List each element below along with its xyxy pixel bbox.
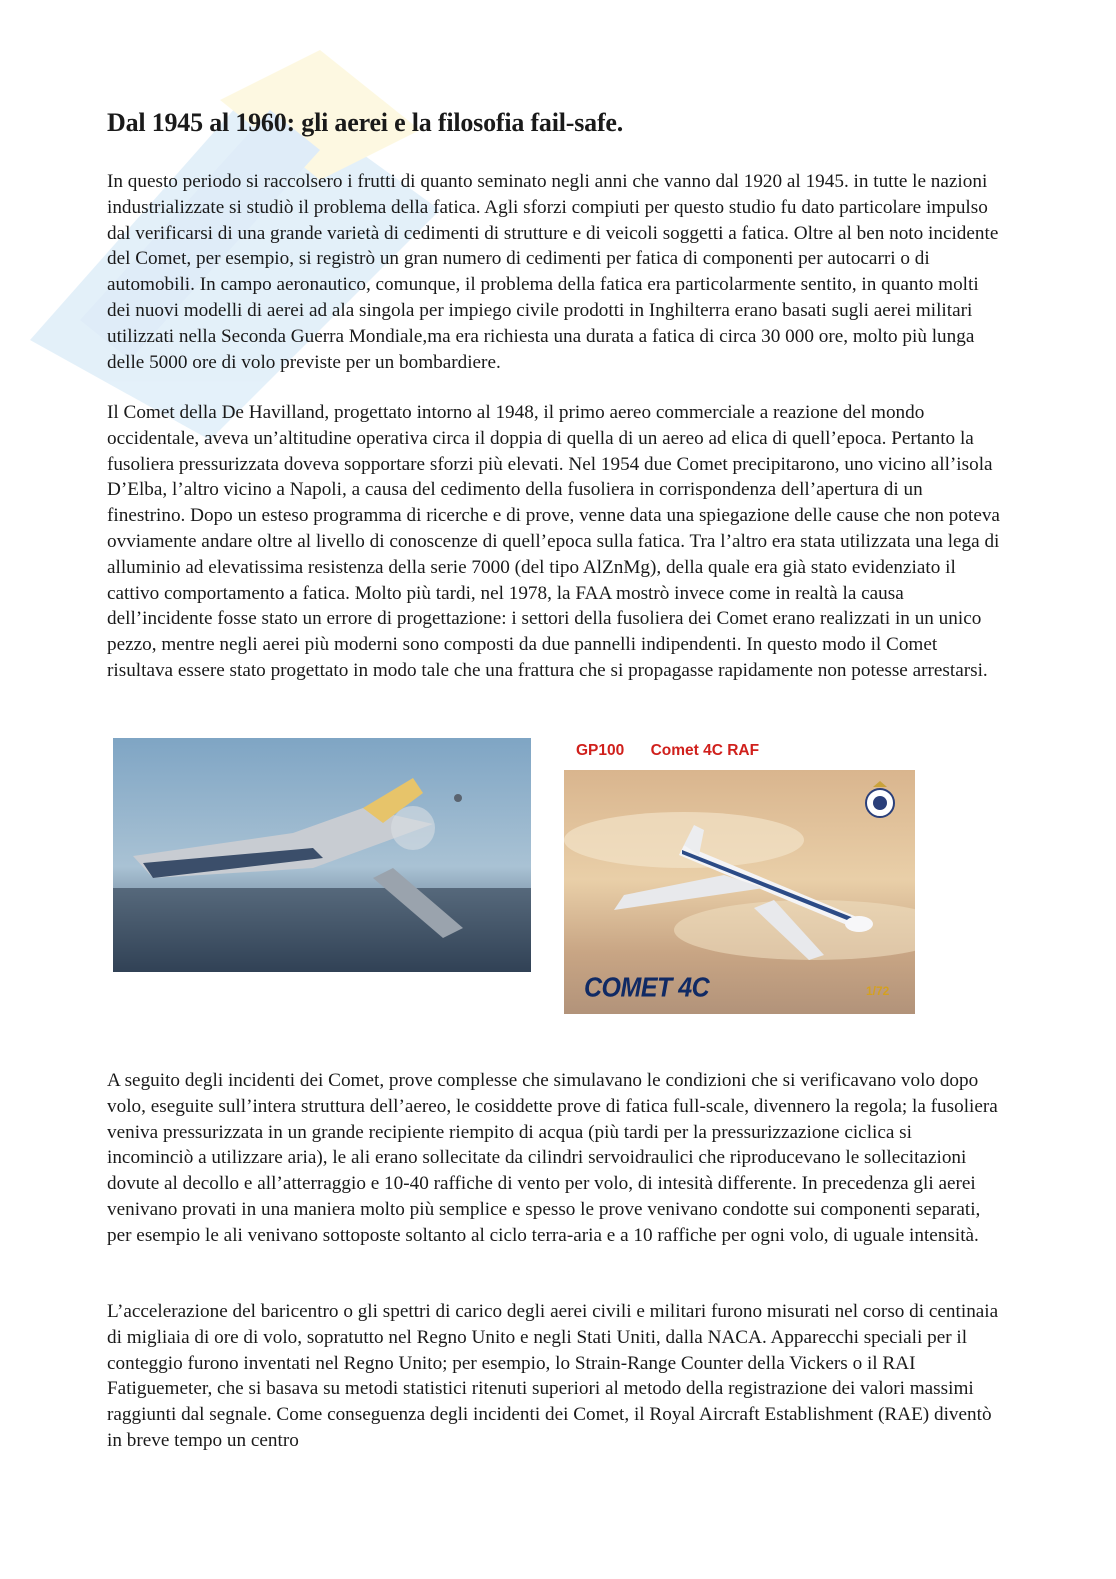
paragraph-comet: Il Comet della De Havilland, progettato intorno al 1948, il primo aereo commerciale a reazione del mondo occidentale, aveva un’altitudine operativa circa il doppia di quella di un aereo ad elica di quell’epoca. Pertanto la fusoliera pressurizzata doveva sopportare sforzi più elevati. Nel 1954 due Comet precipitarono, uno vicino all’isola D’Elba, l’altro vicino a Napoli, a causa del cedimento della fusoliera in corrispondenza dell’apertura di un finestrino. Dopo un esteso programma di ricerche e di prove, venne data una spiegazione delle cause che non poteva ovviamente andare oltre al livello di conoscenze di quell’epoca sulla fatica. Tra l’altro era stata utilizzata una lega di alluminio ad elevatissima resistenza della serie 7000 (del tipo AlZnMg), della quale era già stato evidenziato il cattivo comportamento a fatica. Molto più tardi, nel 1978, la FAA mostrò invece come in realtà la causa dell’incidente fosse stato un errore di progettazione: i settori della fusoliera dei Comet erano realizzati in un unico pezzo, mentre negli aerei più moderni sono composti da due pannelli indipendenti. In questo modo il Comet risultava essere stato progettato in modo tale che una frattura che si propagasse rapidamente non potesse arrestarsi. [107, 402, 1000, 681]
model-box-header [576, 742, 759, 760]
page-title: Dal 1945 al 1960: gli aerei e la filosofia fail-safe. [107, 108, 624, 137]
model-scale: 1/72 [866, 984, 890, 998]
paragraph-intro: In questo periodo si raccolsero i frutti di quanto seminato negli anni che vanno dal 1920 al 1945. in tutte le nazioni industrializzate si studiò il problema della fatica. Agli sforzi compiuti per questo studio fu dato particolare impulso dal verificarsi di una grande varietà di cedimenti di strutture e di veicoli soggetti a fatica. Oltre al ben noto incidente del Comet, per esempio, si registrò un gran numero di cedimenti per fatica di componenti per autocarri o di automobili. In campo aeronautico, comunque, il problema della fatica era particolarmente sentito, in quanto molti dei nuovi modelli di aerei ad ala singola per impiego civile prodotti in Inghilterra erano basati sugli aerei militari utilizzati nella Seconda Guerra Mondiale,ma era richiesta una durata a fatica di circa 30 000 ore, molto più lunga delle 5000 ore di volo previste per un bombardiere. [107, 171, 999, 373]
paragraph-load-spectra: L’accelerazione del baricentro o gli spettri di carico degli aerei civili e militari furono misurati nel corso di centinaia di migliaia di ore di volo, sopratutto nel Regno Unito e negli Stati Uniti, dalla NACA. Apparecchi speciali per il conteggio furono inventati nel Regno Unito; per esempio, lo Strain-Range Counter della Vickers o il RAI Fatiguemeter, che si basava su metodi statistici ritenuti superiori al metodo della registrazione dei valori massimi raggiunti dal segnale. Come conseguenza degli incidenti dei Comet, il Royal Aircraft Establishment (RAE) diventò in breve tempo un centro [107, 1301, 999, 1451]
model-subtitle: Comet 4C RAF [650, 742, 760, 759]
model-name: COMET 4C [584, 972, 710, 1004]
comet-4c-model-box [564, 770, 915, 1014]
comet-crash-photo [113, 738, 531, 972]
model-code: GP100 [576, 742, 625, 759]
paragraph-full-scale-tests: A seguito degli incidenti dei Comet, prove complesse che simulavano le condizioni che si verificavano volo dopo volo, eseguite sull’intera struttura dell’aereo, le cosiddette prove di fatica full-scale, divennero la regola; la fusoliera veniva pressurizzata in un grande recipiente riempito di acqua (più tardi per la pressurizzazione ciclica si incominciò a utilizzare aria), le ali erano sollecitate da cilindri servoidraulici che riproducevano le sollecitazioni dovute al decollo e all’atterraggio e 10-40 raffiche di vento per volo, di intesità differente. In precedenza gli aerei venivano provati in una maniera molto più semplice e spesso le prove venivano condotte sui componenti separati, per esempio le ali venivano sottoposte soltanto al ciclo terra-aria e a 10 raffiche per ogni volo, di uguale intensità. [107, 1070, 998, 1246]
